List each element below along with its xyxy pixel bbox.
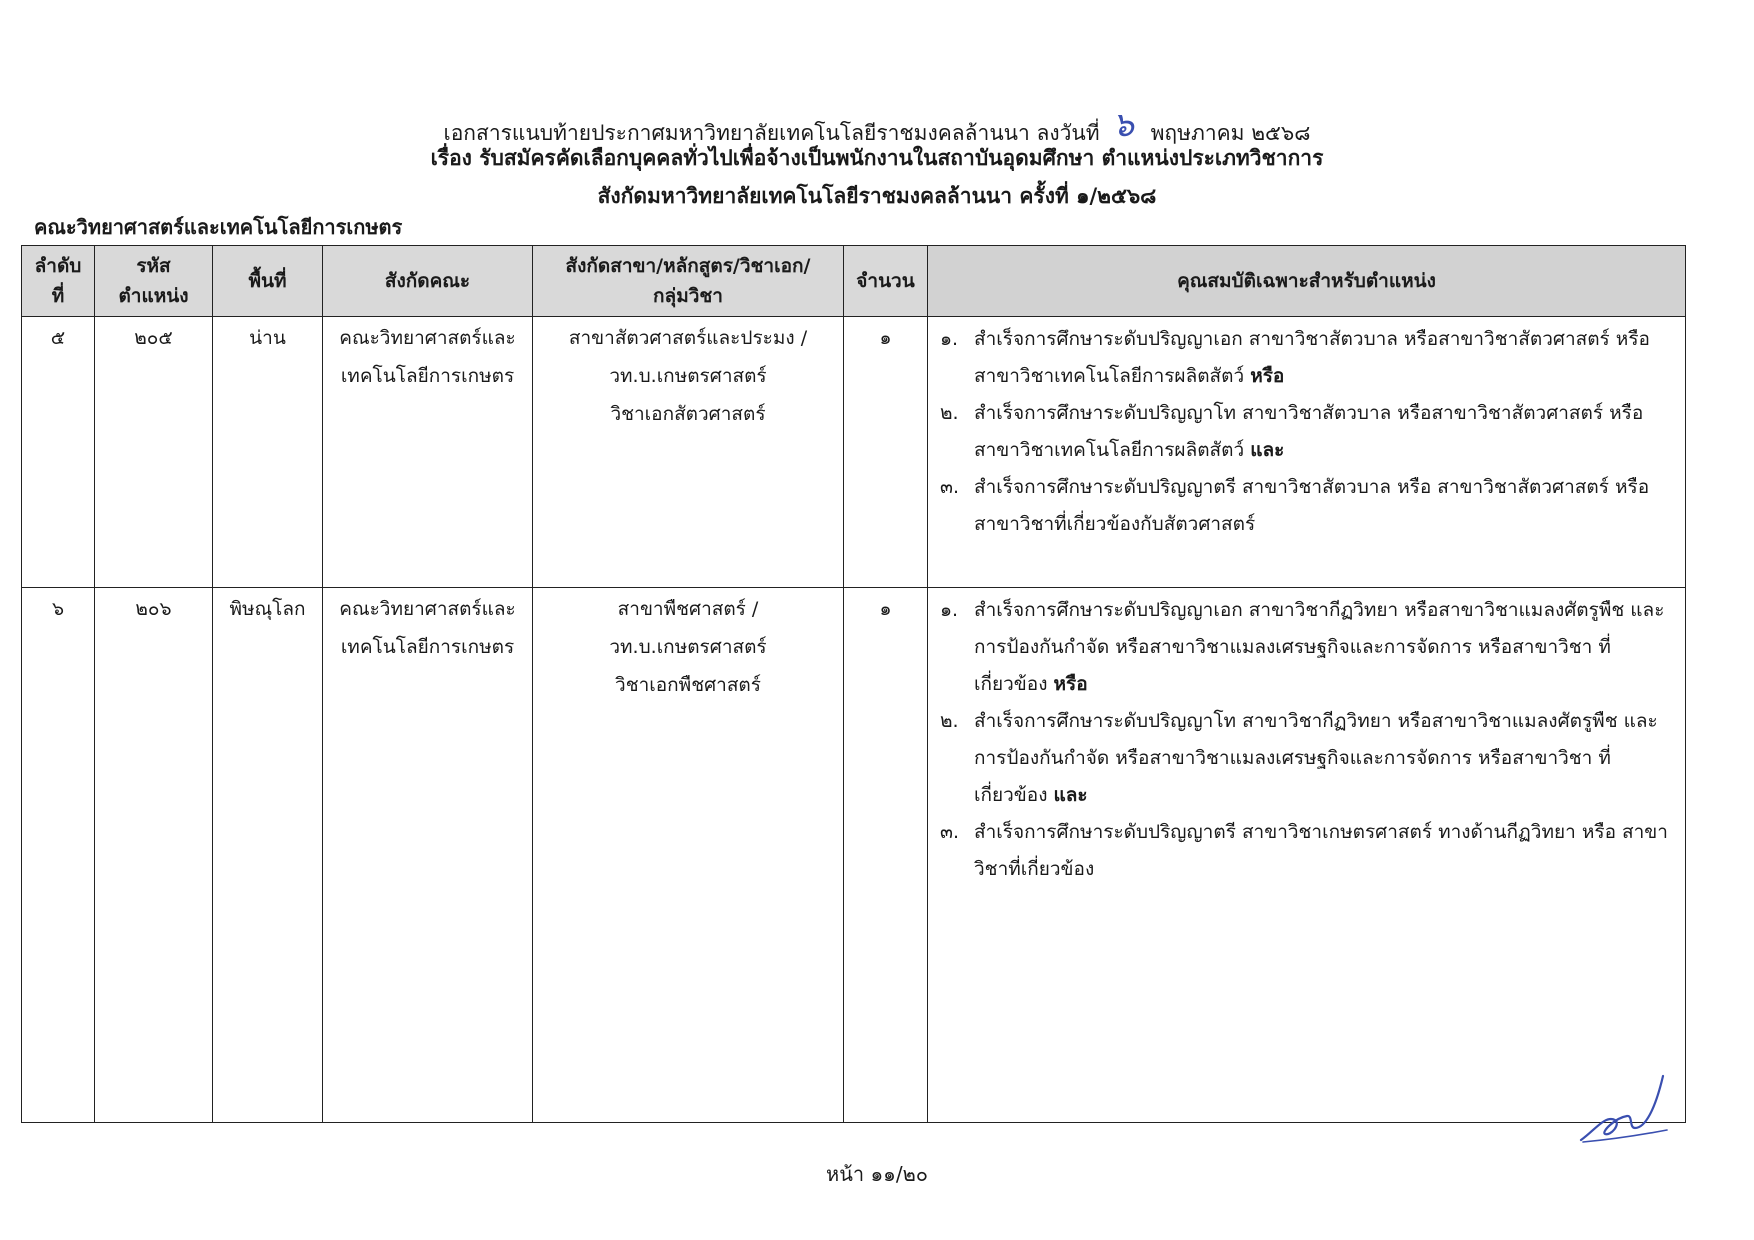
col-header-faculty: สังกัดคณะ [323, 246, 533, 317]
handwritten-signature [1575, 1070, 1671, 1148]
cell-order: ๖ [22, 588, 95, 1123]
cell-count: ๑ [844, 588, 928, 1123]
col-header-area: พื้นที่ [213, 246, 323, 317]
cell-faculty: คณะวิทยาศาสตร์และ เทคโนโลยีการเกษตร [323, 588, 533, 1123]
qualification-item: ๓. สำเร็จการศึกษาระดับปริญญาตรี สาขาวิชาเกษตรศาสตร์ ทางด้านกีฏวิทยา หรือ สาขาวิชาที่เกี่ยวข้อง [940, 821, 1668, 880]
qualification-item: ๒. สำเร็จการศึกษาระดับปริญญาโท สาขาวิชากีฏวิทยา หรือสาขาวิชาแมลงศัตรูพืช และการป้องกันกำจัด หรือสาขาวิชาแมลงเศรษฐกิจและการจัดการ หรือสาขาวิชา ที่เกี่ยวข้อง และ [940, 710, 1658, 806]
positions-table [21, 245, 1686, 1123]
cell-qualifications [928, 317, 1686, 588]
qualification-item: ๑. สำเร็จการศึกษาระดับปริญญาเอก สาขาวิชาสัตวบาล หรือสาขาวิชาสัตวศาสตร์ หรือสาขาวิชาเทคโนโลยีการผลิตสัตว์ หรือ [940, 328, 1650, 387]
table-row [22, 588, 1686, 1123]
cell-position-code: ๒๐๖ [95, 588, 213, 1123]
qualification-item: ๑. สำเร็จการศึกษาระดับปริญญาเอก สาขาวิชากีฏวิทยา หรือสาขาวิชาแมลงศัตรูพืช และการป้องกันกำจัด หรือสาขาวิชาแมลงเศรษฐกิจและการจัดการ หรือสาขาวิชา ที่เกี่ยวข้อง หรือ [940, 599, 1665, 695]
cell-program: สาขาสัตวศาสตร์และประมง / วท.บ.เกษตรศาสตร์ วิชาเอกสัตวศาสตร์ [533, 317, 844, 588]
header-line1-suffix: พฤษภาคม ๒๕๖๘ [1150, 121, 1311, 145]
faculty-heading: คณะวิทยาศาสตร์และเทคโนโลยีการเกษตร [34, 215, 403, 239]
cell-area: น่าน [213, 317, 323, 588]
cell-order: ๕ [22, 317, 95, 588]
announcement-header-line-3: สังกัดมหาวิทยาลัยเทคโนโลยีราชมงคลล้านนา ครั้งที่ ๑/๒๕๖๘ [597, 184, 1157, 208]
page-number: หน้า ๑๑/๒๐ [826, 1162, 928, 1186]
cell-program: สาขาพืชศาสตร์ / วท.บ.เกษตรศาสตร์ วิชาเอกพืชศาสตร์ [533, 588, 844, 1123]
qualification-item: ๒. สำเร็จการศึกษาระดับปริญญาโท สาขาวิชาสัตวบาล หรือสาขาวิชาสัตวศาสตร์ หรือสาขาวิชาเทคโนโลยีการผลิตสัตว์ และ [940, 402, 1644, 461]
col-header-count: จำนวน [844, 246, 928, 317]
qualification-item: ๓. สำเร็จการศึกษาระดับปริญญาตรี สาขาวิชาสัตวบาล หรือ สาขาวิชาสัตวศาสตร์ หรือ สาขาวิชาที่เกี่ยวข้องกับสัตวศาสตร์ [940, 476, 1650, 535]
handwritten-date-day: ๖ [1112, 105, 1134, 145]
cell-area: พิษณุโลก [213, 588, 323, 1123]
table-header-row [22, 246, 1686, 317]
cell-qualifications [928, 588, 1686, 1123]
cell-count: ๑ [844, 317, 928, 588]
col-header-program: สังกัดสาขา/หลักสูตร/วิชาเอก/ กลุ่มวิชา [533, 246, 844, 317]
col-header-code: รหัส ตำแหน่ง [95, 246, 213, 317]
col-header-qualifications: คุณสมบัติเฉพาะสำหรับตำแหน่ง [928, 246, 1686, 317]
cell-faculty: คณะวิทยาศาสตร์และ เทคโนโลยีการเกษตร [323, 317, 533, 588]
cell-position-code: ๒๐๕ [95, 317, 213, 588]
header-line1-prefix: เอกสารแนบท้ายประกาศมหาวิทยาลัยเทคโนโลยีราชมงคลล้านนา ลงวันที่ [443, 121, 1100, 145]
table-row [22, 317, 1686, 588]
col-header-order: ลำดับ ที่ [22, 246, 95, 317]
announcement-header-line-2: เรื่อง รับสมัครคัดเลือกบุคคลทั่วไปเพื่อจ้างเป็นพนักงานในสถาบันอุดมศึกษา ตำแหน่งประเภทวิชาการ [430, 146, 1324, 170]
